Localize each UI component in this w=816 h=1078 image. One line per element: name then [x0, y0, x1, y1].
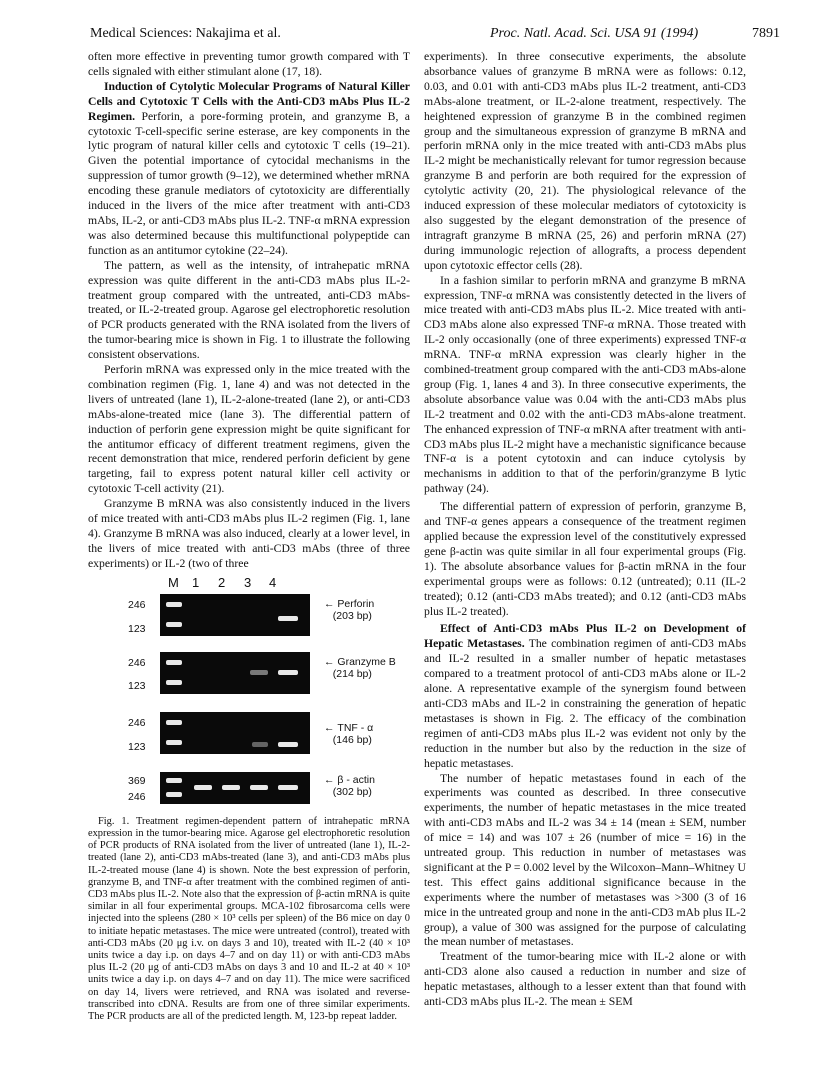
product-band — [194, 785, 212, 790]
section-heading: Induction of Cytolytic Molecular Programs of Natural Killer Cells and Cytotoxic T Cells with the Anti-CD3 mAbs Plus IL-2 Regimen. — [88, 79, 410, 123]
section-heading: Effect of Anti-CD3 mAbs Plus IL-2 on Development of Hepatic Metastases. — [424, 622, 746, 651]
section-paragraph: Induction of Cytolytic Molecular Programs of Natural Killer Cells and Cytotoxic T Cells with the Anti-CD3 mAbs Plus IL-2 Regimen. Perforin, a pore-forming protein, and granzyme B, a cytotoxic T-cell-specific serine esterase, are key components in the lytic program of natural killer cells and cytotoxic T cells (19–21). Given the potential importance of cytocidal mechanisms in the suppression of tumor growth (9–12), we determined whether mRNA encoding these granule mediators of cytotoxicity are differentially induced in the livers of the mice after treatment with anti-CD3 mAbs, IL-2, or anti-CD3 mAbs plus IL-2. TNF-α mRNA expression was also determined because this multifunctional polypeptide can function as an antitumor cytokine (22–24). — [88, 79, 410, 257]
ladder-band — [166, 622, 182, 627]
product-band — [278, 616, 298, 621]
product-band — [250, 785, 268, 790]
product-band — [222, 785, 240, 790]
lane-label: 4 — [269, 574, 277, 590]
gel-panel-beta-actin — [160, 772, 310, 804]
lane-label: 3 — [244, 574, 252, 590]
paragraph: Perforin mRNA was expressed only in the mice treated with the combination regimen (Fig. 1, lane 4) and was not detected in the livers of untreated (lane 1), IL-2-alone-treated (lane 2), or anti-CD3 mAbs-alone-treated mice (lane 3). The differential pattern of induction of perforin gene expression might be quite significant for the antitumor efficacy of different treatment regimens, given the recent demonstration that mice, rendered perforin deficient by gene targeting, fail to express potent natural killer cell activity or cytotoxic T-cell activity (21). — [88, 363, 410, 496]
ladder-band — [166, 720, 182, 725]
paragraph: In a fashion similar to perforin mRNA and granzyme B mRNA expression, TNF-α mRNA was consistently detected in the livers of mice treated with anti-CD3 mAbs plus IL-2. Mice treated with anti-CD3 mAbs alone also expressed TNF-α mRNA. Those treated with IL-2 only occasionally (one of three experiments) expressed TNF-α mRNA. TNF-α mRNA expression was clearly higher in the combined-treatment group compared with the anti-CD3 mAbs-alone group (Fig. 1, lanes 4 and 3). In three consecutive experiments, the absolute absorbance value was 0.04 with the anti-CD3 mAbs plus IL-2 treatment and 0.02 with the anti-CD3 mAbs-alone treatment. The enhanced expression of TNF-α mRNA after treatment with anti-CD3 mAbs plus IL-2 might have a mechanistic significance because TNF-α is a potent cytotoxin and can induce cytolysis by mechanisms in addition to that of the perforin/granzyme B lytic pathway (24). — [424, 273, 746, 496]
product-band — [252, 742, 268, 747]
paragraph: The number of hepatic metastases found in each of the experiments was counted as described. In three consecutive experiments, the number of hepatic metastases in the mice treated with anti-CD3 mAbs and IL-2 was 34 ± 14 (mean ± SEM, number of mice = 14) and was 107 ± 26 (number of mice = 16) in the untreated group. This reduction in number of metastases was significant at the P = 0.002 level by the Wilcoxon–Mann–Whitney U test. This effect gains additional significance because in the experiments where the number of metastases was >300 (3 of 16 mice in the untreated group and none in the anti-CD3 mAb plus IL-2 group), a value of 300 was assigned for the purpose of calculating the mean number of metastases. — [424, 771, 746, 949]
right-column — [424, 50, 746, 1010]
running-header — [0, 26, 816, 46]
figure-caption: Fig. 1. Treatment regimen-dependent pattern of intrahepatic mRNA expression in the tumor-bearing mice. Agarose gel electrophoretic resolution of PCR products of RNA isolated from the liver of untreated (lane 1), IL-2-treated (lane 2), anti-CD3 mAbs-treated (lane 3), and anti-CD3 mAbs plus IL-2-treated mouse (lane 4) is shown. Note the best expression of perforin, granzyme B, and TNF-α after treatment with the combined regimen of anti-CD3 mAbs plus IL-2. Note also that the expression of β-actin mRNA is quite similar in all four experimental groups. MCA-102 fibrosarcoma cells were injected into the spleens (280 × 10³ cells per spleen) of the B6 mice on day 0 to initiate hepatic metastases. The mice were untreated (control), treated with anti-CD3 mAbs (20 μg i.v. on days 3 and 10), treated with IL-2 (40 × 10³ units twice a day i.p. on days 4–7 and on day 11) or with anti-CD3 mAbs plus IL-2 (20 μg of anti-CD3 mAbs on days 3 and 10 and IL-2 at 40 × 10³ units twice a day i.p. on days 4–7 and on day 11). The mice were sacrificed on day 14, livers were retrieved, and RNA was isolated and reverse-transcribed into cDNA. Results are from one of three similar experiments. The PCR products are all of the predicted length. M, 123-bp repeat ladder. — [88, 815, 410, 1022]
marker-size: 246 — [128, 790, 146, 803]
paragraph: experiments). In three consecutive experiments, the absolute absorbance values of granzyme B mRNA were as follows: 0.12, 0.03, and 0.01 with anti-CD3 mAbs plus IL-2 treatment, anti-CD3 mAbs-alone treatment, or IL-2-alone treatment, respectively. The heightened expression of granzyme B in the combined regimen group and the simultaneous expression of granzyme B mRNA and perforin mRNA only in the mice treated with anti-CD3 mAbs plus IL-2 might be mechanistically relevant for tumor regression because granzyme B and perforin are both required for the expression of cytolytic activity (20, 21). The physiological relevance of the induced expression of these molecular mediators of cytotoxicity is also suggested by the elegant demonstration of the presence of intragraft granzyme B mRNA (25, 26) and perforin mRNA (27) during immunologic rejection of allografts, a process dependent upon cytotoxic effector cells (28). — [424, 50, 746, 272]
gel-label: ← Granzyme B (214 bp) — [324, 655, 396, 680]
header-left: Medical Sciences: Nakajima et al. — [90, 26, 281, 41]
section-paragraph: Effect of Anti-CD3 mAbs Plus IL-2 on Development of Hepatic Metastases. The combination regimen of anti-CD3 mAbs and IL-2 resulted in a smaller number of hepatic metastases compared to a treatment protocol of anti-CD3 mAbs alone or IL-2 alone. A representative example of the synergism found between anti-CD3 mAbs and IL-2 in constraining the generation of hepatic metastases is shown in Fig. 2. The efficacy of the combination regimen of anti-CD3 mAbs plus IL-2 was evident not only by the reduction in the number but also by the reduction in the size of hepatic metastases. — [424, 622, 746, 770]
ladder-band — [166, 740, 182, 745]
left-column — [88, 50, 410, 1022]
product-band — [278, 670, 298, 675]
ladder-band — [166, 778, 182, 783]
paragraph: The differential pattern of expression of perforin, granzyme B, and TNF-α genes appears a consequence of the treatment regimen applied because the expression level of the constitutively expressed gene β-actin was quite similar in all four experimental groups (Fig. 1). The absolute absorbance values for β-actin mRNA in the four experimental groups were as follows: 0.12 (untreated); 0.11 (IL-2 treated); 0.12 (anti-CD3 mAbs treated); and 0.12 (anti-CD3 mAbs plus IL-2 treated). — [424, 500, 746, 618]
product-band — [250, 670, 268, 675]
ladder-band — [166, 680, 182, 685]
gel-label: ← TNF - α (146 bp) — [324, 721, 374, 746]
marker-size: 246 — [128, 716, 146, 729]
header-journal: Proc. Natl. Acad. Sci. USA 91 (1994) — [490, 26, 699, 41]
ladder-band — [166, 792, 182, 797]
figure-1-gel — [88, 574, 410, 1022]
ladder-band — [166, 660, 182, 665]
marker-size: 123 — [128, 740, 146, 753]
marker-size: 123 — [128, 679, 146, 692]
lane-label: 1 — [192, 574, 200, 590]
product-band — [278, 742, 298, 747]
marker-size: 123 — [128, 622, 146, 635]
gel-label: ← Perforin (203 bp) — [324, 597, 375, 622]
gel-label: ← β - actin (302 bp) — [324, 773, 375, 798]
paragraph: The pattern, as well as the intensity, of intrahepatic mRNA expression was quite different in the anti-CD3 mAbs plus IL-2-treatment group compared with the untreated, anti-CD3 mAbs-treated, or IL-2-treated group. Agarose gel electrophoretic resolution of PCR products generated with the RNA isolated from the livers of the tumor-bearing mice is shown in Fig. 1 to illustrate the following consistent observations. — [88, 258, 410, 362]
lane-label: 2 — [218, 574, 226, 590]
ladder-band — [166, 602, 182, 607]
paragraph: Granzyme B mRNA was also consistently induced in the livers of mice treated with anti-CD3 mAbs plus IL-2 regimen (Fig. 1, lane 4). Granzyme B mRNA was also induced, clearly at a lower level, in the livers of mice treated with anti-CD3 mAbs (three of three experiments) or IL-2 (two of three — [88, 497, 410, 570]
marker-size: 369 — [128, 774, 146, 787]
page-number: 7891 — [752, 26, 780, 41]
gel-panel-tnf-alpha — [160, 712, 310, 754]
gel-panel-perforin — [160, 594, 310, 636]
paragraph: often more effective in preventing tumor growth compared with T cells signaled with either stimulant alone (17, 18). — [88, 50, 410, 78]
marker-size: 246 — [128, 656, 146, 669]
marker-size: 246 — [128, 598, 146, 611]
product-band — [278, 785, 298, 790]
lane-label: M — [168, 574, 179, 590]
paragraph: Treatment of the tumor-bearing mice with IL-2 alone or with anti-CD3 alone also caused a reduction in number and size of hepatic metastases, although to a lesser extent than that found with anti-CD3 mAbs plus IL-2. The mean ± SEM — [424, 950, 746, 1009]
gel-panel-granzyme-b — [160, 652, 310, 694]
